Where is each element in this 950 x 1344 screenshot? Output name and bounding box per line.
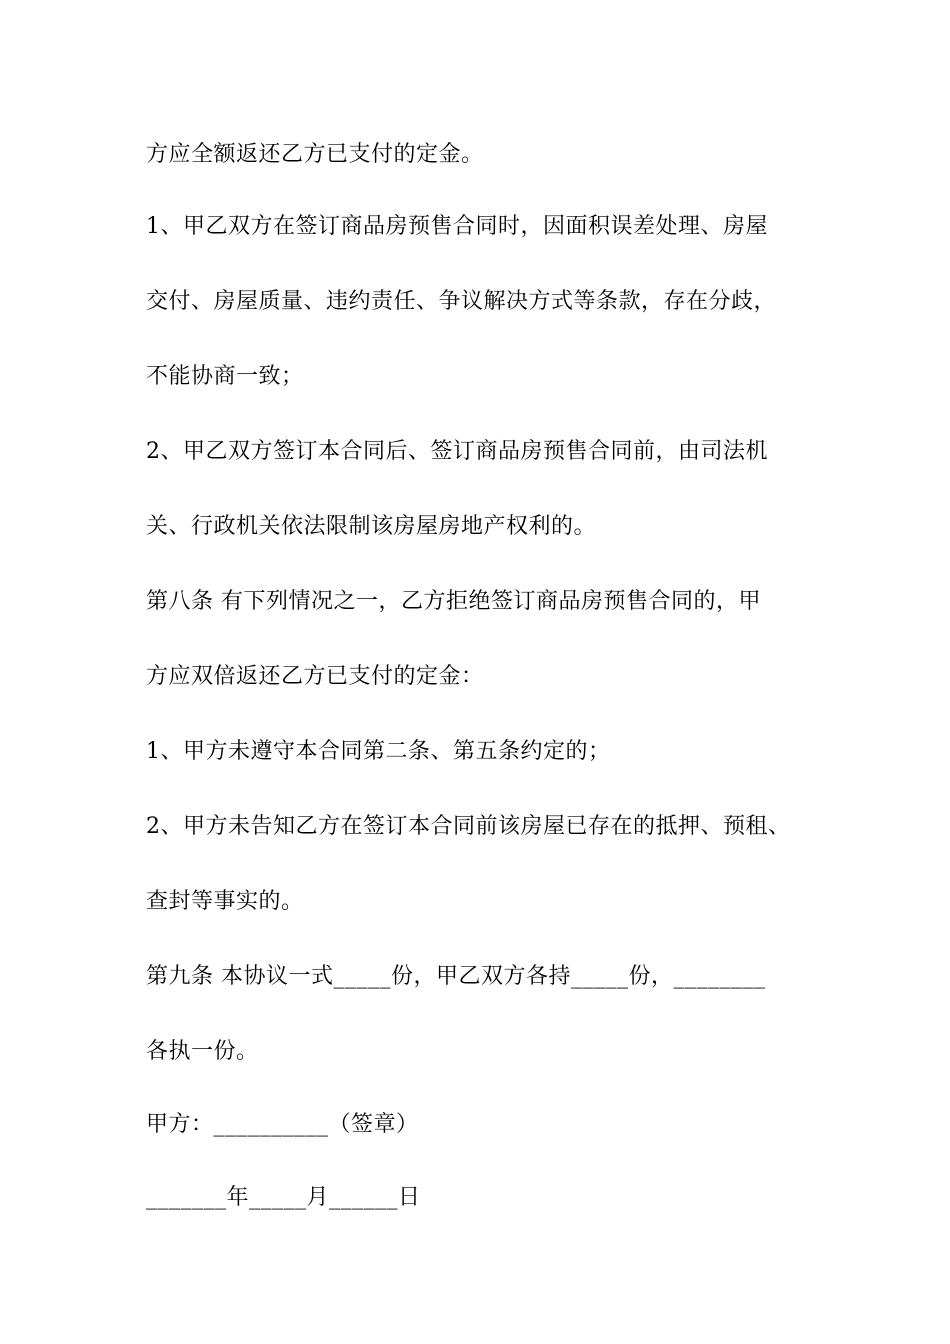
text-line-2: 1、甲乙双方在签订商品房预售合同时，因面积误差处理、房屋 <box>146 214 768 239</box>
text-line-9: 1、甲方未遵守本合同第二条、第五条约定的； <box>146 739 611 764</box>
text-line-3: 交付、房屋质量、违约责任、争议解决方式等条款，存在分歧， <box>146 289 777 314</box>
text-line-12: 第九条 本协议一式_____份，甲乙双方各持_____份，________ <box>146 964 766 989</box>
text-line-1: 方应全额返还乙方已支付的定金。 <box>146 142 484 167</box>
text-line-11: 查封等事实的。 <box>146 889 304 914</box>
text-line-5: 2、甲乙双方签订本合同后、签订商品房预售合同前，由司法机 <box>146 439 768 464</box>
text-line-13: 各执一份。 <box>146 1039 259 1064</box>
text-line-4: 不能协商一致； <box>146 364 304 389</box>
signature-party-a: 甲方：__________（签章） <box>146 1112 419 1137</box>
text-line-10: 2、甲方未告知乙方在签订本合同前该房屋已存在的抵押、预租、 <box>146 814 791 839</box>
text-line-7: 第八条 有下列情况之一，乙方拒绝签订商品房预售合同的，甲 <box>146 589 761 614</box>
text-line-8: 方应双倍返还乙方已支付的定金： <box>146 664 484 689</box>
signature-date: _______年_____月______日 <box>146 1185 421 1210</box>
text-line-6: 关、行政机关依法限制该房屋房地产权利的。 <box>146 514 597 539</box>
